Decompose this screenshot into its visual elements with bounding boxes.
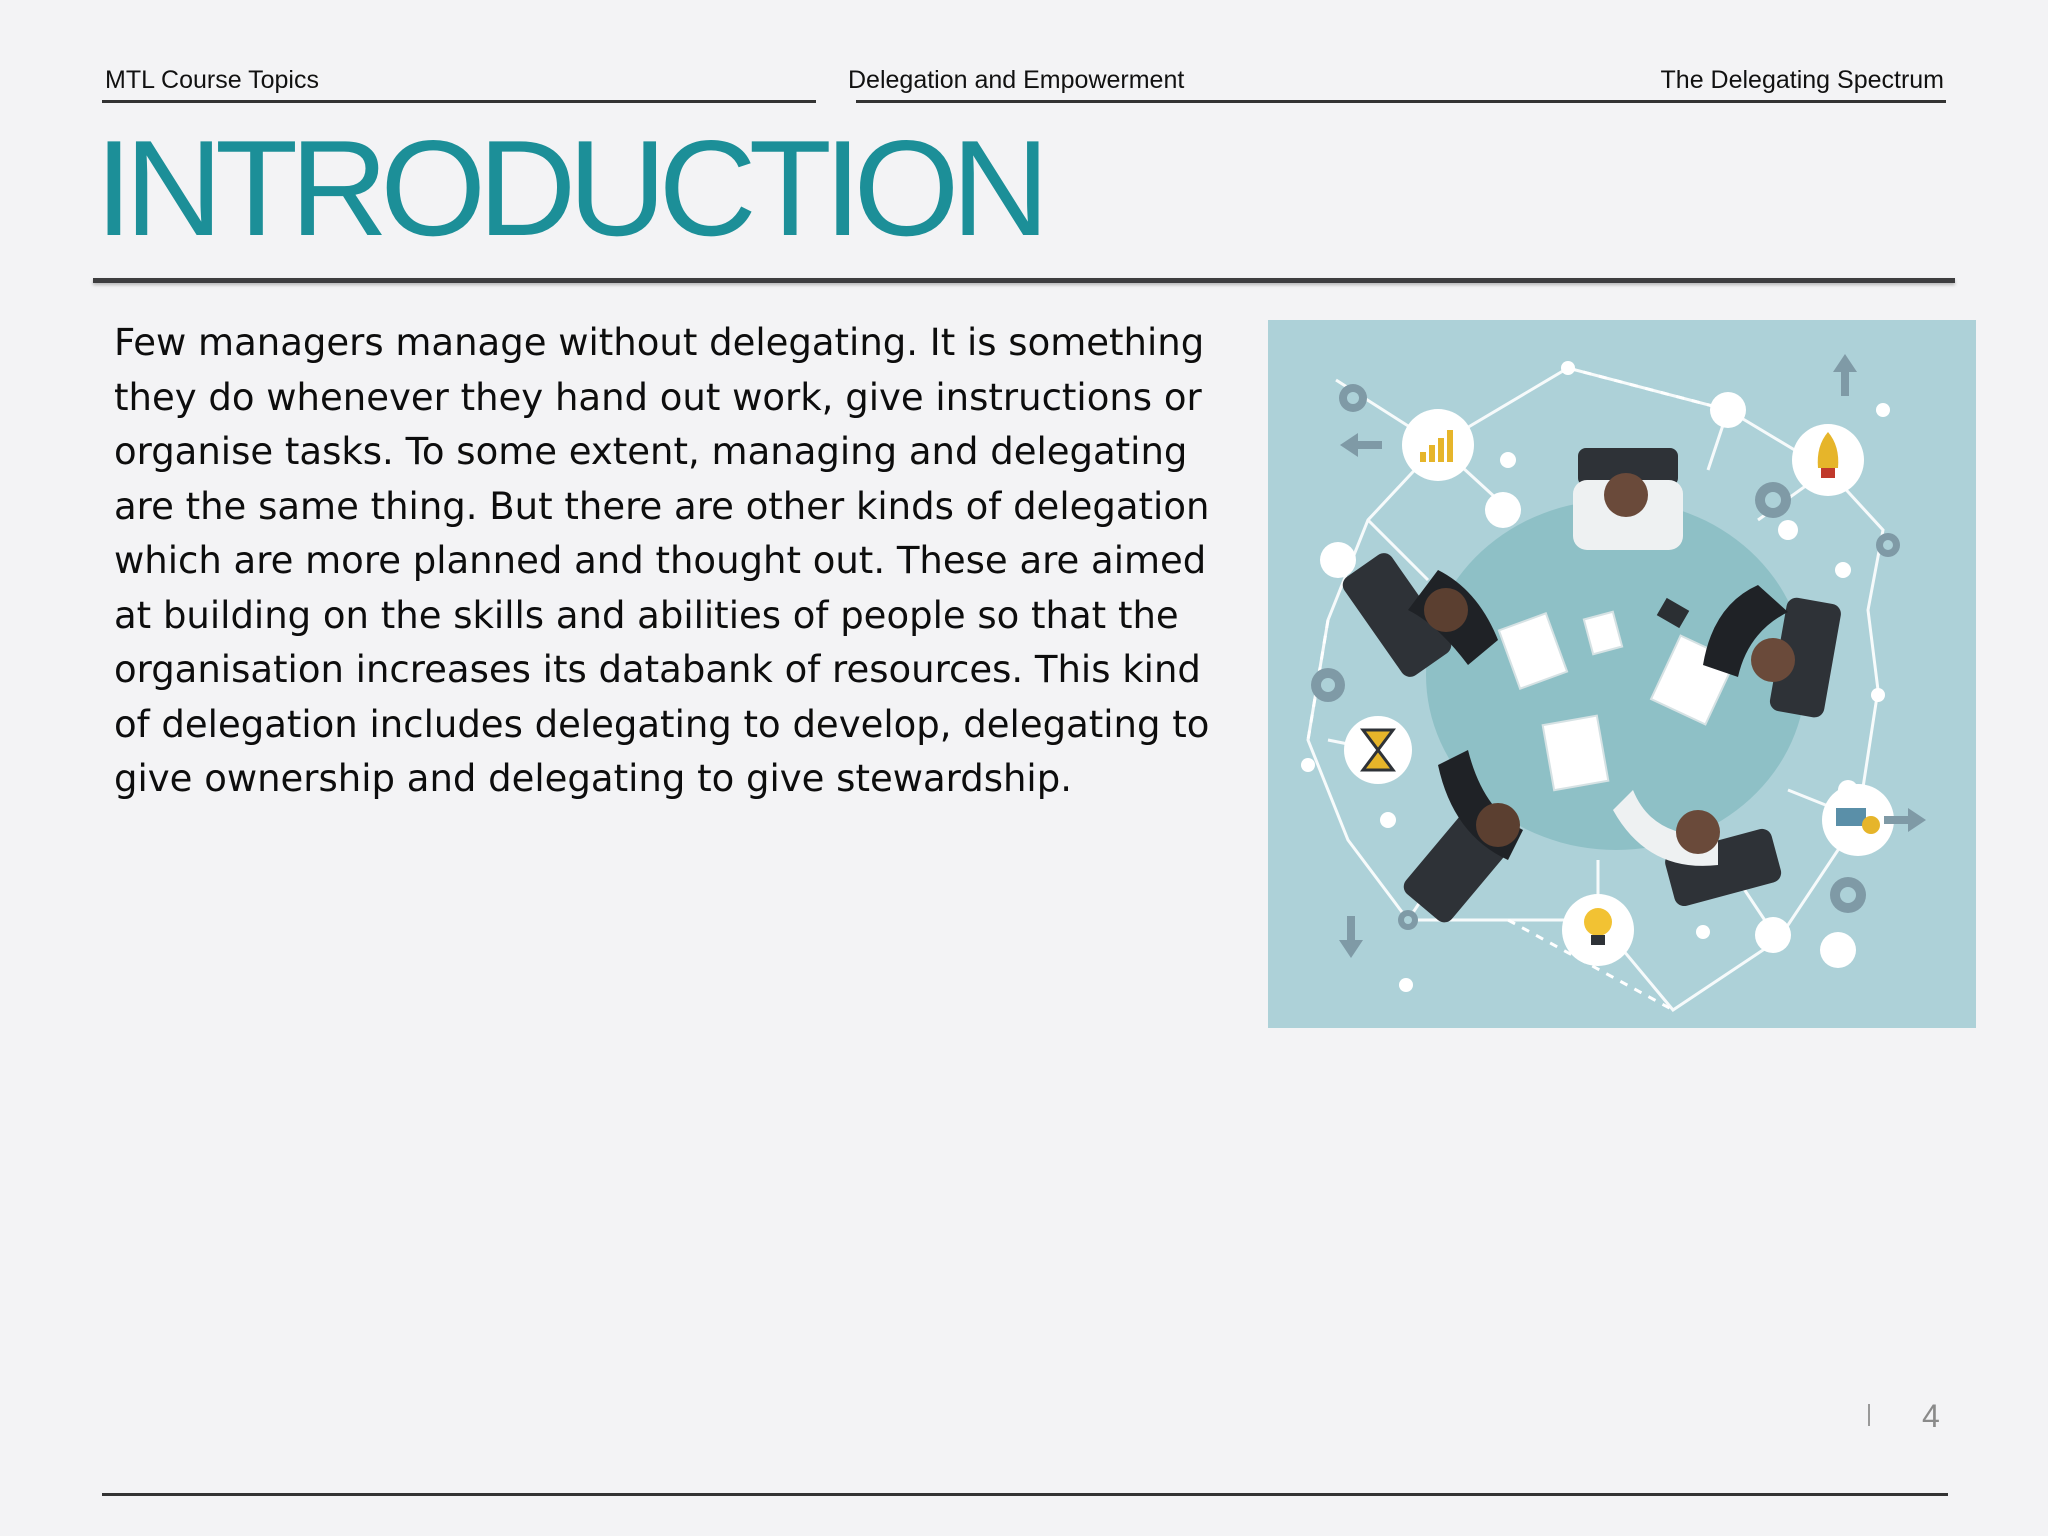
page-number-separator	[1868, 1404, 1870, 1426]
slide-title: INTRODUCTION	[95, 112, 1042, 264]
header-course-topics: MTL Course Topics	[105, 66, 319, 94]
footer-rule	[102, 1493, 1948, 1496]
header-subtopic: The Delegating Spectrum	[1660, 66, 1944, 94]
title-divider	[93, 278, 1955, 283]
header-rule-left	[102, 100, 816, 103]
lightbulb-icon	[1562, 894, 1634, 966]
team-meeting-illustration	[1268, 320, 1976, 1028]
rocket-icon	[1792, 424, 1864, 496]
header-rule-right	[856, 100, 1946, 103]
hourglass-icon	[1344, 716, 1412, 784]
bar-chart-icon	[1402, 409, 1474, 481]
money-icon	[1822, 784, 1894, 856]
header-section-title: Delegation and Empowerment	[848, 66, 1185, 94]
slide-body-text: Few managers manage without delegating. It is something they do whenever they hand out work, give instructions or organise tasks. To some extent, managing and delegating are the same thing. But there are other kinds of delegation which are more planned and thought out. These are aimed at building on the skills and abilities of people so that the organisation increases its databank of resources. This kind of delegation includes delegating to develop, delegating to give ownership and delegating to give stewardship.	[114, 321, 1210, 800]
page-number: 4	[1922, 1398, 1940, 1434]
